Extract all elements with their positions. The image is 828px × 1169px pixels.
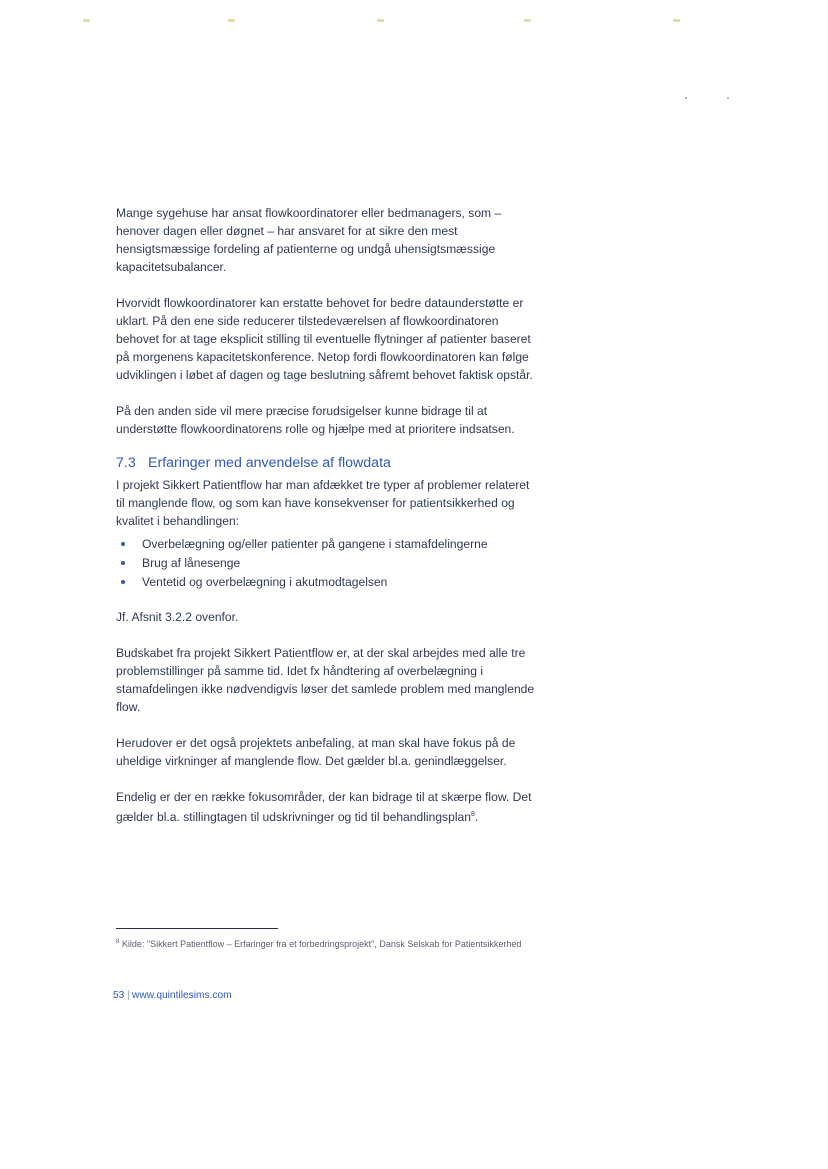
section-number: 7.3 [116, 455, 136, 471]
bullet-icon [121, 542, 125, 546]
footnote-marker: 8 [116, 939, 120, 945]
scan-speck [685, 97, 687, 99]
footer-separator: | [127, 990, 130, 1001]
footnote-reference[interactable]: 8 [470, 811, 475, 818]
scan-speck [727, 97, 729, 99]
page-footer [113, 990, 232, 1001]
bullet-icon [121, 580, 125, 584]
footnote [116, 935, 536, 951]
section-intro: I projekt Sikkert Patientflow har man afdækket tre typer af problemer relateret til manglende flow, og som kan have konsekvenser for patientsikkerhed og kvalitet i behandlingen: [116, 478, 530, 528]
section-heading [116, 453, 541, 473]
paragraph-budskab: Budskabet fra projekt Sikkert Patientflow er, at der skal arbejdes med alle tre problemstillinger på samme tid. Idet fx håndtering af overbelægning i stamafdelingen ikke nødvendigvis løser det samlede problem med manglende flow. [116, 646, 535, 714]
list-item: Brug af lånesenge [116, 554, 541, 573]
paragraph-flowkoordinatorer: Mange sygehuse har ansat flowkoordinatorer eller bedmanagers, som – henover dagen eller døgnet – har ansvaret for at sikre den mest hensigtsmæssige fordeling af patienterne og undgå uhensigtsmæssige kapacitetsubalancer. [116, 206, 502, 274]
paragraph-dataunderstoette: Hvorvidt flowkoordinatorer kan erstatte behovet for bedre dataunderstøtte er uklart. På den ene side reducerer tilstedeværelsen af flowkoordinatoren behovet for at tage eksplicit stilling til eventuelle flytninger af patienter baseret på morgenens kapacitetskonference. Netop fordi flowkoordinatoren kan følge udviklingen i løbet af dagen og tage beslutning såfremt behovet faktisk opstår. [116, 296, 533, 382]
bullet-icon [121, 561, 125, 565]
list-item: Overbelægning og/eller patienter på gangene i stamafdelingerne [116, 535, 541, 554]
page-number: 53 [113, 990, 125, 1001]
problem-list [116, 535, 541, 592]
footnote-text: Kilde: "Sikkert Patientflow – Erfaringer fra et forbedringsprojekt", Dansk Selskab for Patientsikkerhed [121, 939, 522, 949]
paragraph-forudsigelser: På den anden side vil mere præcise forudsigelser kunne bidrage til at understøtte flowkoordinatorens rolle og hjælpe med at prioritere indsatsen. [116, 404, 515, 436]
section-title: Erfaringer med anvendelse af flowdata [148, 455, 391, 471]
document-body [116, 204, 541, 844]
paragraph-fokusomraader: Endelig er der en række fokusområder, der kan bidrage til at skærpe flow. Det gælder bl.a. stillingtagen til udskrivninger og tid til behandlingsplan$^8$. [116, 790, 532, 825]
list-item: Ventetid og overbelægning i akutmodtagelsen [116, 573, 541, 592]
footer-url[interactable]: www.quintilesims.com [132, 990, 232, 1001]
section-reference: Jf. Afsnit 3.2.2 ovenfor. [116, 610, 239, 624]
scan-marks [0, 19, 828, 27]
footnote-divider [116, 928, 278, 929]
paragraph-anbefaling: Herudover er det også projektets anbefaling, at man skal have fokus på de uheldige virkninger af manglende flow. Det gælder bl.a. genindlæggelser. [116, 736, 516, 768]
